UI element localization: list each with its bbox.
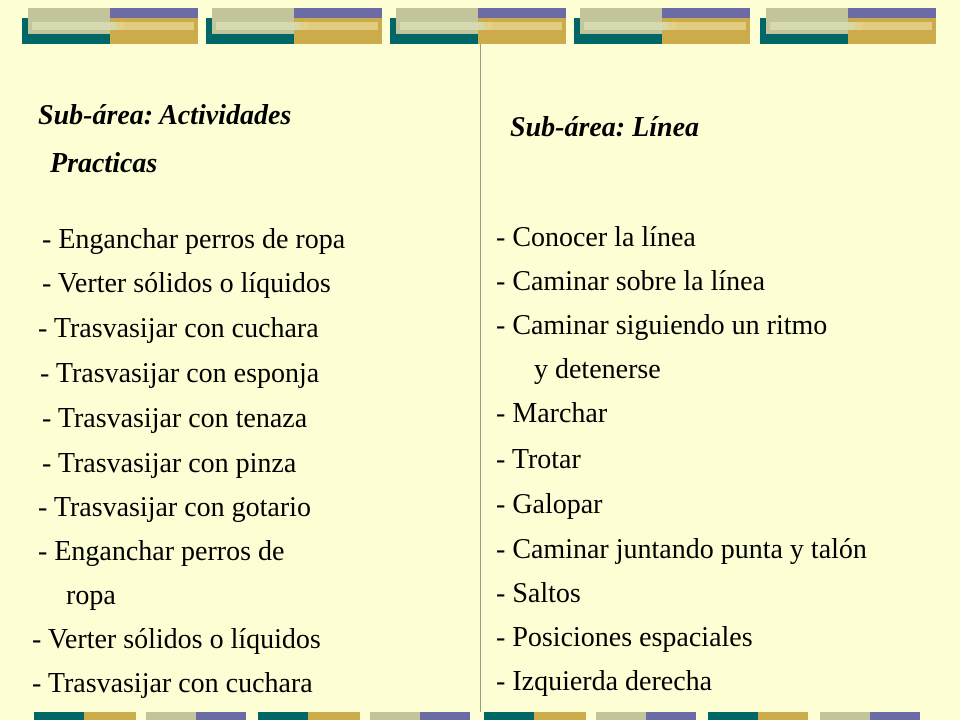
right-list-item: - Saltos: [496, 578, 581, 609]
right-list-item: - Galopar: [496, 489, 603, 520]
band-segment: [820, 712, 870, 720]
left-list-item: - Trasvasijar con tenaza: [42, 403, 308, 434]
left-list-item: - Trasvasijar con cuchara: [38, 313, 319, 344]
band-segment: [34, 712, 84, 720]
band-segment: [758, 712, 808, 720]
right-list-item: - Marchar: [496, 398, 608, 429]
band-segment: [870, 712, 920, 720]
left-list-item: - Enganchar perros de: [38, 536, 285, 567]
bottom-decorative-band: [0, 712, 960, 720]
band-segment: [596, 712, 646, 720]
left-list-item: - Trasvasijar con pinza: [42, 448, 297, 479]
right-list-item: y detenerse: [534, 354, 661, 385]
band-segment: [484, 712, 534, 720]
band-tile: [760, 8, 936, 44]
right-list-item: - Caminar sobre la línea: [496, 266, 766, 297]
right-list-item: - Caminar siguiendo un ritmo: [496, 310, 828, 341]
right-list-item: - Posiciones espaciales: [496, 622, 753, 653]
left-list-item: - Verter sólidos o líquidos: [32, 624, 321, 655]
left-list-item: - Trasvasijar con gotario: [38, 492, 311, 523]
right-list-item: - Caminar juntando punta y talón: [496, 534, 867, 565]
band-segment: [258, 712, 308, 720]
left-list-item: ropa: [66, 580, 116, 611]
band-tile: [206, 8, 382, 44]
band-tile: [390, 8, 566, 44]
left-list-item: - Enganchar perros de ropa: [42, 224, 346, 255]
right-heading: Sub-área: Línea: [510, 112, 699, 143]
band-segment: [84, 712, 136, 720]
left-list-item: - Trasvasijar con cuchara: [32, 668, 313, 699]
top-decorative-band: [0, 8, 960, 44]
band-segment: [308, 712, 360, 720]
band-segment: [534, 712, 586, 720]
band-tile: [22, 8, 198, 44]
column-divider: [480, 44, 481, 712]
band-segment: [146, 712, 196, 720]
band-segment: [196, 712, 246, 720]
left-list-item: - Trasvasijar con esponja: [40, 358, 320, 389]
left-heading-line1: Sub-área: Actividades: [38, 100, 292, 131]
left-list-item: - Verter sólidos o líquidos: [42, 268, 331, 299]
band-tile: [574, 8, 750, 44]
band-segment: [708, 712, 758, 720]
right-list-item: - Trotar: [496, 444, 581, 475]
band-segment: [646, 712, 696, 720]
right-list-item: - Conocer la línea: [496, 222, 696, 253]
band-segment: [420, 712, 470, 720]
right-list-item: - Izquierda derecha: [496, 666, 713, 697]
band-segment: [370, 712, 420, 720]
left-heading-line2: Practicas: [50, 148, 158, 179]
